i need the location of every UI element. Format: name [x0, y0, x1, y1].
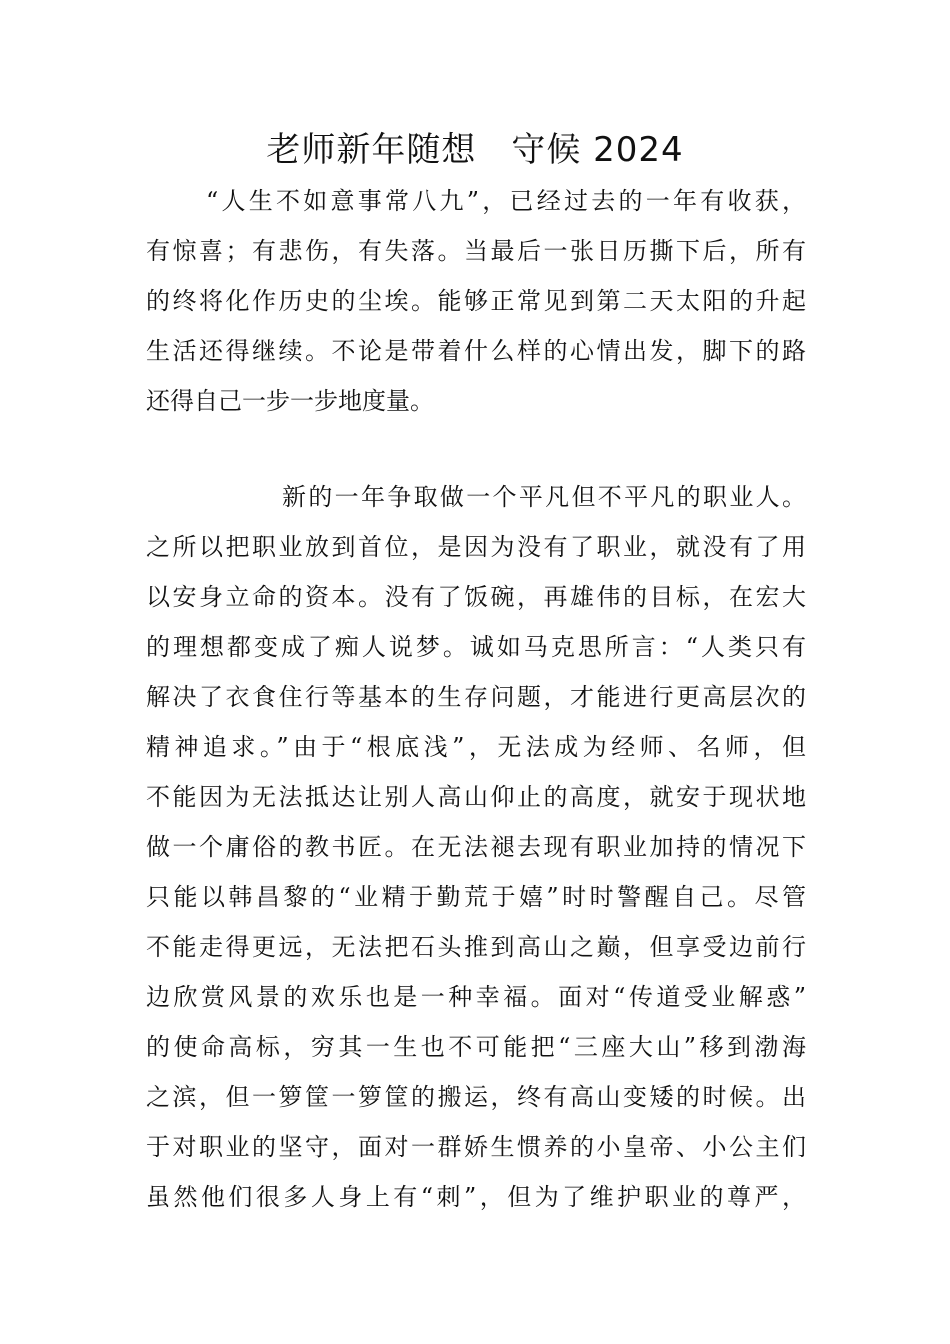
- paragraph-line: 只能以韩昌黎的“业精于勤荒于嬉”时时警醒自己。尽管: [146, 883, 806, 911]
- paragraph-line: 生活还得继续。不论是带着什么样的心情出发，脚下的路: [146, 337, 806, 365]
- paragraph-line: 做一个庸俗的教书匠。在无法褪去现有职业加持的情况下: [146, 833, 806, 861]
- paragraph-line: 的终将化作历史的尘埃。能够正常见到第二天太阳的升起: [146, 287, 806, 315]
- paragraph-2: [146, 472, 806, 1222]
- paragraph-line: “人生不如意事常八九”，已经过去的一年有收获，: [206, 187, 806, 215]
- paragraph-line: 不能因为无法抵达让别人高山仰止的高度，就安于现状地: [146, 783, 806, 811]
- paragraph-line: 的使命高标，穷其一生也不可能把“三座大山”移到渤海: [146, 1033, 806, 1061]
- paragraph-line: 精神追求。”由于“根底浅”，无法成为经师、名师，但: [146, 733, 806, 761]
- paragraph-1: [146, 176, 806, 426]
- paragraph-line: 边欣赏风景的欢乐也是一种幸福。面对“传道受业解惑”: [146, 983, 806, 1011]
- paragraph-line: 不能走得更远，无法把石头推到高山之巅，但享受边前行: [146, 933, 806, 961]
- paragraph-line: 于对职业的坚守，面对一群娇生惯养的小皇帝、小公主们: [146, 1133, 806, 1161]
- paragraph-line: 解决了衣食住行等基本的生存问题，才能进行更高层次的: [146, 683, 806, 711]
- paragraph-line: 的理想都变成了痴人说梦。诚如马克思所言：“人类只有: [146, 633, 806, 661]
- paragraph-line: 之所以把职业放到首位，是因为没有了职业，就没有了用: [146, 533, 806, 561]
- paragraph-line: 还得自己一步一步地度量。: [146, 387, 434, 415]
- paragraph-line: 之滨，但一箩筐一箩筐的搬运，终有高山变矮的时候。出: [146, 1083, 806, 1111]
- paragraph-line: 有惊喜；有悲伤，有失落。当最后一张日历撕下后，所有: [146, 237, 806, 265]
- paragraph-line: 新的一年争取做一个平凡但不平凡的职业人。: [282, 483, 806, 511]
- page-title: 老师新年随想 守候 2024: [266, 130, 684, 170]
- paragraph-line: 虽然他们很多人身上有“刺”，但为了维护职业的尊严，: [146, 1183, 806, 1211]
- paragraph-line: 以安身立命的资本。没有了饭碗，再雄伟的目标，在宏大: [146, 583, 806, 611]
